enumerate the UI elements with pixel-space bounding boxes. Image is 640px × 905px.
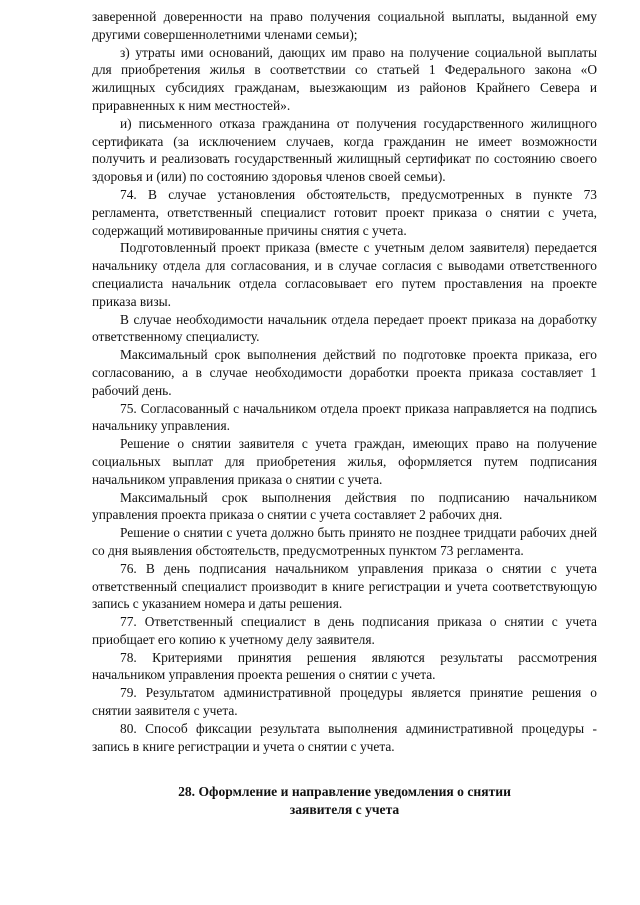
paragraph: заверенной доверенности на право получения социальной выплаты, выданной ему другими совершеннолетними членами семьи); (92, 9, 597, 42)
document-body (92, 8, 597, 755)
paragraph: Решение о снятии заявителя с учета граждан, имеющих право на получение социальных выплат для приобретения жилья, оформляется путем подписания начальником управления приказа о снятии с учета. (92, 436, 597, 487)
section-heading-line-2: заявителя с учета (289, 802, 400, 818)
paragraph: Решение о снятии с учета должно быть принято не позднее тридцати рабочих дней со дня выявления обстоятельств, предусмотренных пунктом 73 регламента. (92, 525, 597, 558)
paragraph: 74. В случае установления обстоятельств, предусмотренных в пункте 73 регламента, ответственный специалист готовит проект приказа о снятии с учета, содержащий мотивированные причины снятия с учета. (92, 186, 597, 238)
paragraph: 77. Ответственный специалист в день подписания приказа о снятии с учета приобщает его копию к учетному делу заявителя. (92, 614, 597, 647)
section-heading-line-1: 28. Оформление и направление уведомления о снятии (178, 784, 511, 800)
paragraph: 78. Критериями принятия решения являются результаты рассмотрения начальником управления проекта решения о снятии с учета. (92, 649, 597, 683)
document-page (92, 8, 597, 819)
paragraph: з) утраты ими оснований, дающих им право на получение социальной выплаты для приобретения жилья в соответствии со статьей 1 Федерального закона «О жилищных субсидиях гражданам, выезжающим из районов Крайнего Севера и приравненных к ним местностей». (92, 44, 597, 113)
paragraph: Максимальный срок выполнения действий по подготовке проекта приказа, его согласованию, а в случае необходимости доработки проекта приказа составляет 1 рабочий день. (92, 347, 597, 398)
paragraph: 80. Способ фиксации результата выполнения административной процедуры - запись в книге регистрации и учета о снятии с учета. (92, 720, 597, 754)
paragraph: В случае необходимости начальник отдела передает проект приказа на доработку ответственному специалисту. (92, 311, 597, 345)
section-heading (92, 783, 597, 819)
paragraph: Максимальный срок выполнения действия по подписанию начальником управления проекта приказа о снятии с учета составляет 2 рабочих дня. (92, 489, 597, 523)
paragraph: 79. Результатом административной процедуры является принятие решения о снятии заявителя с учета. (92, 685, 597, 719)
paragraph: и) письменного отказа гражданина от получения государственного жилищного сертификата (за исключением случаев, когда гражданин не имеет возможности получить и реализовать государственный жилищный сертификат по состоянию своего здоровья и (или) по состоянию здоровья членов своей семьи). (92, 115, 597, 185)
paragraph: 76. В день подписания начальником управления приказа о снятии с учета ответственный специалист производит в книге регистрации и учета соответствующую запись с указанием номера и даты решения. (92, 560, 597, 612)
paragraph: 75. Согласованный с начальником отдела проект приказа направляется на подпись начальнику управления. (92, 400, 597, 434)
paragraph: Подготовленный проект приказа (вместе с учетным делом заявителя) передается начальнику отдела для согласования, и в случае согласия с выводами ответственного специалиста начальник отдела согласовывает его путем проставления на проекте приказа визы. (92, 240, 597, 309)
